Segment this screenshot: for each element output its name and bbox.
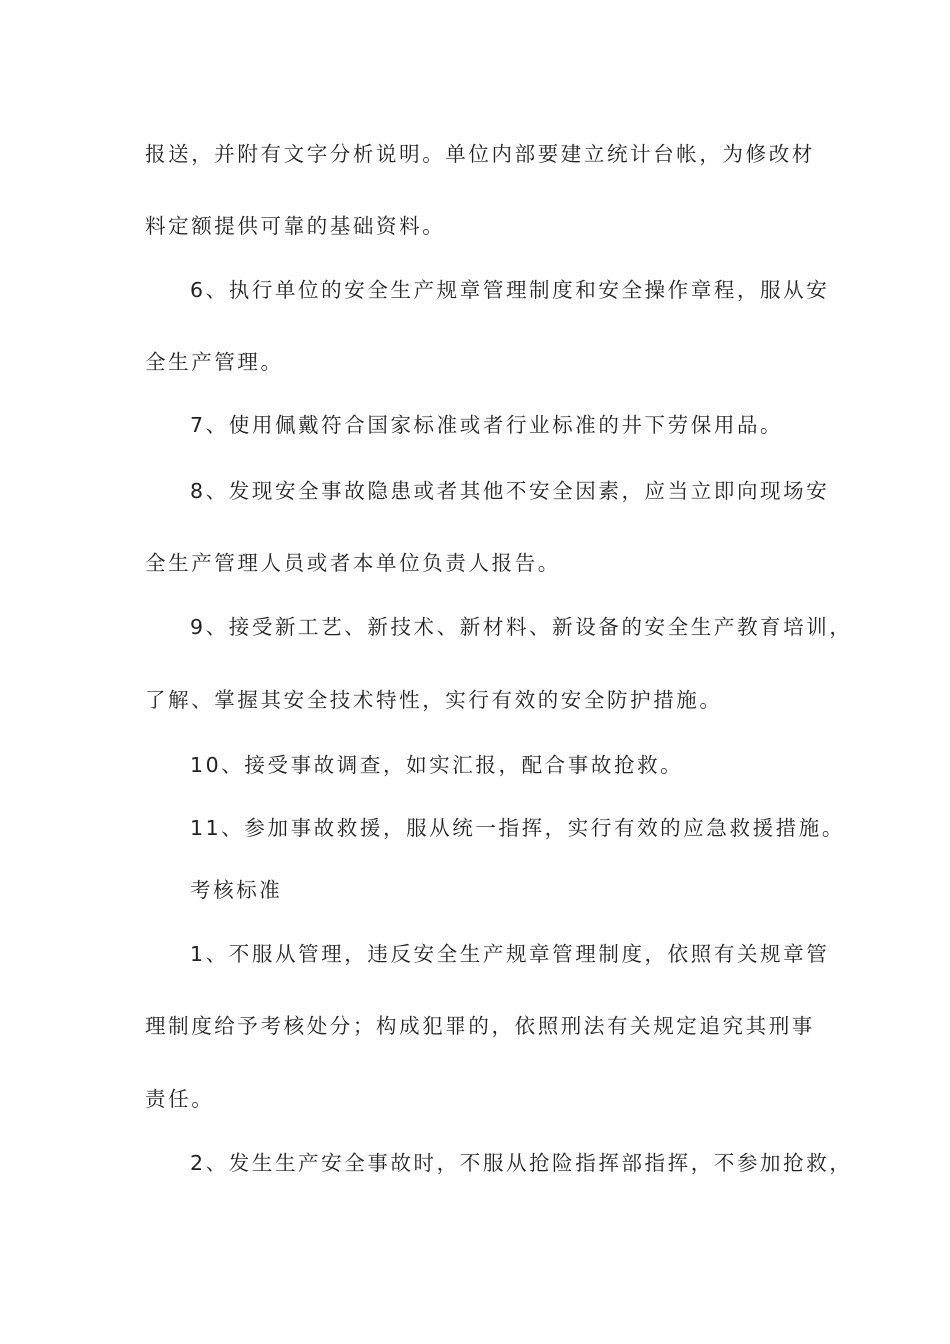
text-line: 1、不服从管理，违反安全生产规章管理制度，依照有关规章管 [190, 942, 830, 966]
text-line: 全生产管理。 [145, 350, 284, 374]
text-line: 8、发现安全事故隐患或者其他不安全因素，应当立即向现场安 [190, 479, 830, 503]
text-line: 2、发生生产安全事故时，不服从抢险指挥部指挥，不参加抢救， [190, 1151, 853, 1175]
text-line: 7、使用佩戴符合国家标准或者行业标准的井下劳保用品。 [190, 413, 784, 437]
text-line: 理制度给予考核处分；构成犯罪的，依照刑法有关规定追究其刑事 [145, 1014, 815, 1038]
text-line: 6、执行单位的安全生产规章管理制度和安全操作章程，服从安 [190, 278, 830, 302]
text-line: 9、接受新工艺、新技术、新材料、新设备的安全生产教育培训， [190, 615, 853, 639]
text-line: 10、接受事故调查，如实汇报，配合事故抢救。 [190, 753, 684, 777]
text-line: 了解、掌握其安全技术特性，实行有效的安全防护措施。 [145, 688, 723, 712]
text-line: 料定额提供可靠的基础资料。 [145, 214, 446, 238]
text-line: 报送，并附有文字分析说明。单位内部要建立统计台帐，为修改材 [145, 142, 815, 166]
section-heading: 考核标准 [190, 878, 283, 902]
text-line: 责任。 [145, 1087, 215, 1111]
text-line: 11、参加事故救援，服从统一指挥，实行有效的应急救援措施。 [190, 816, 845, 840]
text-line: 全生产管理人员或者本单位负责人报告。 [145, 551, 561, 575]
